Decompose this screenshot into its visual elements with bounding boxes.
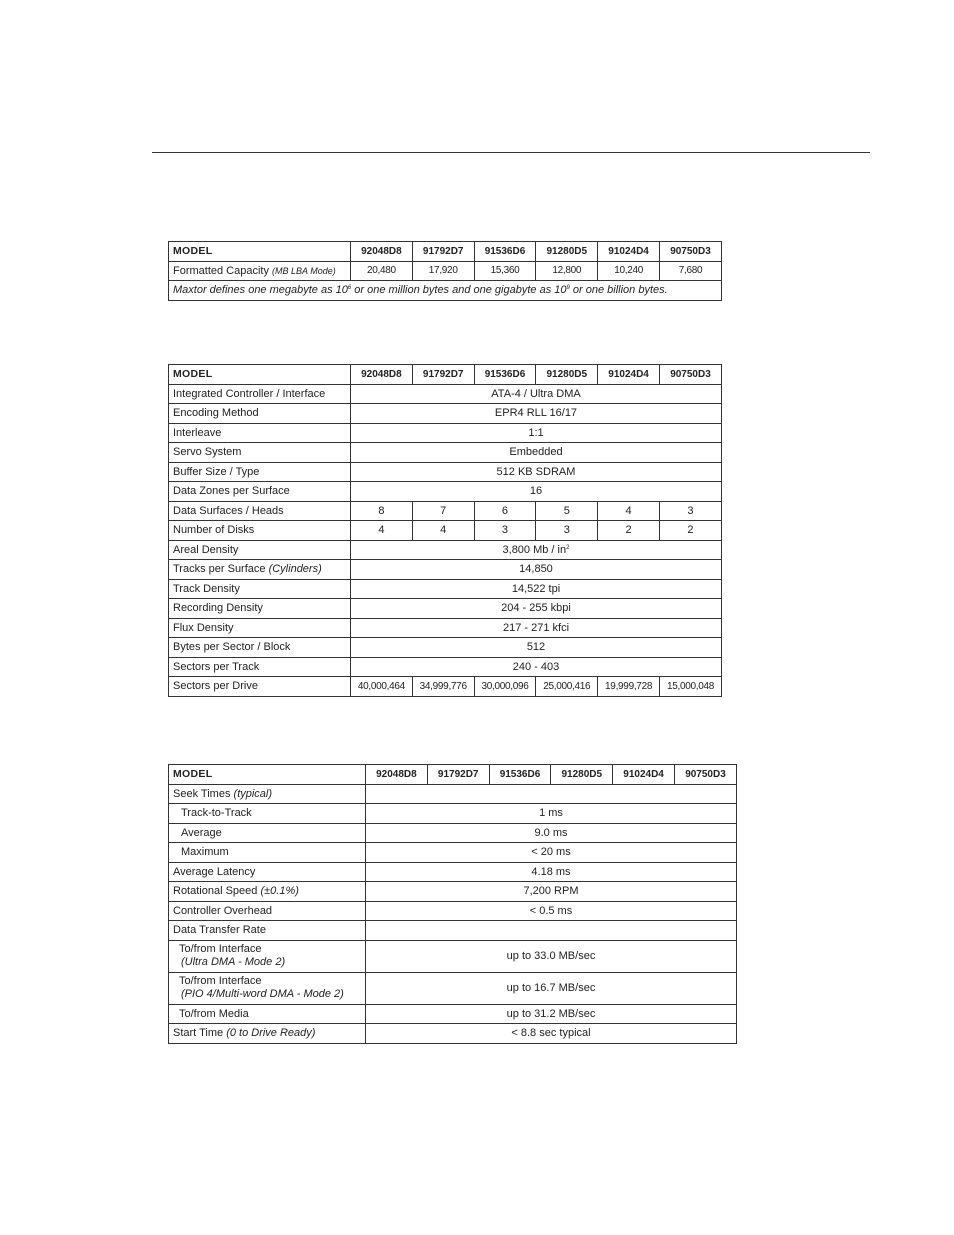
model-header: MODEL <box>169 365 351 385</box>
row-label: Seek Times (typical) <box>169 784 366 804</box>
model-col: 92048D8 <box>351 242 413 262</box>
row-label: Sectors per Track <box>169 657 351 677</box>
cell: up to 16.7 MB/sec <box>366 972 737 1004</box>
row-label: Sectors per Drive <box>169 677 351 697</box>
table-row <box>169 482 722 502</box>
table-header-row <box>169 765 737 785</box>
cell: 512 <box>351 638 722 658</box>
capacity-table <box>168 241 722 301</box>
cell: 4 <box>351 521 413 541</box>
row-label: Start Time (0 to Drive Ready) <box>169 1024 366 1044</box>
row-label: Controller Overhead <box>169 901 366 921</box>
model-col: 91280D5 <box>536 365 598 385</box>
cell: 3 <box>659 501 721 521</box>
row-label: To/from Interface (PIO 4/Multi-word DMA - Mode 2) <box>169 972 366 1004</box>
cell: 34,999,776 <box>412 677 474 697</box>
table-row <box>169 462 722 482</box>
header-rule <box>152 152 870 153</box>
cell <box>366 784 737 804</box>
cell: 30,000,096 <box>474 677 536 697</box>
model-header: MODEL <box>169 765 366 785</box>
cell: 20,480 <box>351 261 413 281</box>
table-row <box>169 901 737 921</box>
table-row <box>169 677 722 697</box>
row-label: Buffer Size / Type <box>169 462 351 482</box>
row-label: Track-to-Track <box>169 804 366 824</box>
row-label: Flux Density <box>169 618 351 638</box>
cell: 512 KB SDRAM <box>351 462 722 482</box>
cell: 3 <box>474 521 536 541</box>
spec-table <box>168 364 722 697</box>
row-label: Data Surfaces / Heads <box>169 501 351 521</box>
table-row <box>169 804 737 824</box>
table-header-row <box>169 365 722 385</box>
table-row <box>169 404 722 424</box>
cell: 5 <box>536 501 598 521</box>
cell: 1:1 <box>351 423 722 443</box>
cell: 9.0 ms <box>366 823 737 843</box>
table-row <box>169 521 722 541</box>
row-label: Areal Density <box>169 540 351 560</box>
row-label: Data Zones per Surface <box>169 482 351 502</box>
cell: < 8.8 sec typical <box>366 1024 737 1044</box>
cell: 7,680 <box>659 261 721 281</box>
table-row <box>169 657 722 677</box>
capacity-note: Maxtor defines one megabyte as $10^6$ or one million bytes and one gigabyte as $10^9$ or one billion bytes. <box>169 281 722 301</box>
model-col: 91792D7 <box>427 765 489 785</box>
row-label: To/from Interface (Ultra DMA - Mode 2) <box>169 940 366 972</box>
model-col: 91280D5 <box>551 765 613 785</box>
model-col: 91536D6 <box>474 242 536 262</box>
table-row <box>169 921 737 941</box>
cell: 19,999,728 <box>598 677 660 697</box>
table-row <box>169 501 722 521</box>
row-label: Average <box>169 823 366 843</box>
model-col: 90750D3 <box>674 765 736 785</box>
row-label: Formatted Capacity (MB LBA Mode) <box>169 261 351 281</box>
cell: 2 <box>598 521 660 541</box>
row-label: Bytes per Sector / Block <box>169 638 351 658</box>
table-row <box>169 560 722 580</box>
row-label: Integrated Controller / Interface <box>169 384 351 404</box>
row-label: Recording Density <box>169 599 351 619</box>
model-col: 91536D6 <box>489 765 551 785</box>
table-row <box>169 261 722 281</box>
model-col: 91024D4 <box>613 765 675 785</box>
table-row <box>169 823 737 843</box>
cell: up to 31.2 MB/sec <box>366 1004 737 1024</box>
table-row <box>169 599 722 619</box>
model-col: 91792D7 <box>412 242 474 262</box>
cell <box>366 921 737 941</box>
cell: 15,360 <box>474 261 536 281</box>
row-label: Data Transfer Rate <box>169 921 366 941</box>
row-label: Interleave <box>169 423 351 443</box>
cell: 25,000,416 <box>536 677 598 697</box>
cell: 10,240 <box>598 261 660 281</box>
cell: 3,800 Mb / $in^2$ <box>351 540 722 560</box>
table-row <box>169 882 737 902</box>
cell: 240 - 403 <box>351 657 722 677</box>
table-row <box>169 618 722 638</box>
cell: 7 <box>412 501 474 521</box>
table-row <box>169 972 737 1004</box>
table-row <box>169 423 722 443</box>
cell: 17,920 <box>412 261 474 281</box>
cell: 8 <box>351 501 413 521</box>
cell: 4 <box>598 501 660 521</box>
row-label: Tracks per Surface (Cylinders) <box>169 560 351 580</box>
cell: EPR4 RLL 16/17 <box>351 404 722 424</box>
cell: 14,850 <box>351 560 722 580</box>
table-row <box>169 443 722 463</box>
cell: ATA-4 / Ultra DMA <box>351 384 722 404</box>
performance-table <box>168 764 737 1044</box>
model-header: MODEL <box>169 242 351 262</box>
row-label: Number of Disks <box>169 521 351 541</box>
row-label: Average Latency <box>169 862 366 882</box>
model-col: 91280D5 <box>536 242 598 262</box>
cell: 1 ms <box>366 804 737 824</box>
cell: 7,200 RPM <box>366 882 737 902</box>
table-row <box>169 540 722 560</box>
cell: 40,000,464 <box>351 677 413 697</box>
table-row <box>169 384 722 404</box>
model-col: 91792D7 <box>412 365 474 385</box>
cell: < 0.5 ms <box>366 901 737 921</box>
cell: Embedded <box>351 443 722 463</box>
cell: 14,522 tpi <box>351 579 722 599</box>
cell: 15,000,048 <box>659 677 721 697</box>
cell: 2 <box>659 521 721 541</box>
model-col: 92048D8 <box>351 365 413 385</box>
cell: 6 <box>474 501 536 521</box>
table-row <box>169 1004 737 1024</box>
cell: 4 <box>412 521 474 541</box>
row-label: To/from Media <box>169 1004 366 1024</box>
table-row <box>169 281 722 301</box>
cell: 12,800 <box>536 261 598 281</box>
cell: < 20 ms <box>366 843 737 863</box>
model-col: 91536D6 <box>474 365 536 385</box>
table-row <box>169 940 737 972</box>
row-label: Servo System <box>169 443 351 463</box>
cell: 4.18 ms <box>366 862 737 882</box>
cell: up to 33.0 MB/sec <box>366 940 737 972</box>
table-row <box>169 579 722 599</box>
table-row <box>169 638 722 658</box>
row-label: Maximum <box>169 843 366 863</box>
model-col: 91024D4 <box>598 365 660 385</box>
model-col: 90750D3 <box>659 365 721 385</box>
cell: 16 <box>351 482 722 502</box>
cell: 3 <box>536 521 598 541</box>
cell: 204 - 255 kbpi <box>351 599 722 619</box>
row-label: Encoding Method <box>169 404 351 424</box>
model-col: 91024D4 <box>598 242 660 262</box>
table-header-row <box>169 242 722 262</box>
row-label: Track Density <box>169 579 351 599</box>
table-row <box>169 843 737 863</box>
cell: 217 - 271 kfci <box>351 618 722 638</box>
table-row <box>169 784 737 804</box>
table-row <box>169 1024 737 1044</box>
table-row <box>169 862 737 882</box>
model-col: 90750D3 <box>659 242 721 262</box>
row-label: Rotational Speed (±0.1%) <box>169 882 366 902</box>
model-col: 92048D8 <box>366 765 428 785</box>
